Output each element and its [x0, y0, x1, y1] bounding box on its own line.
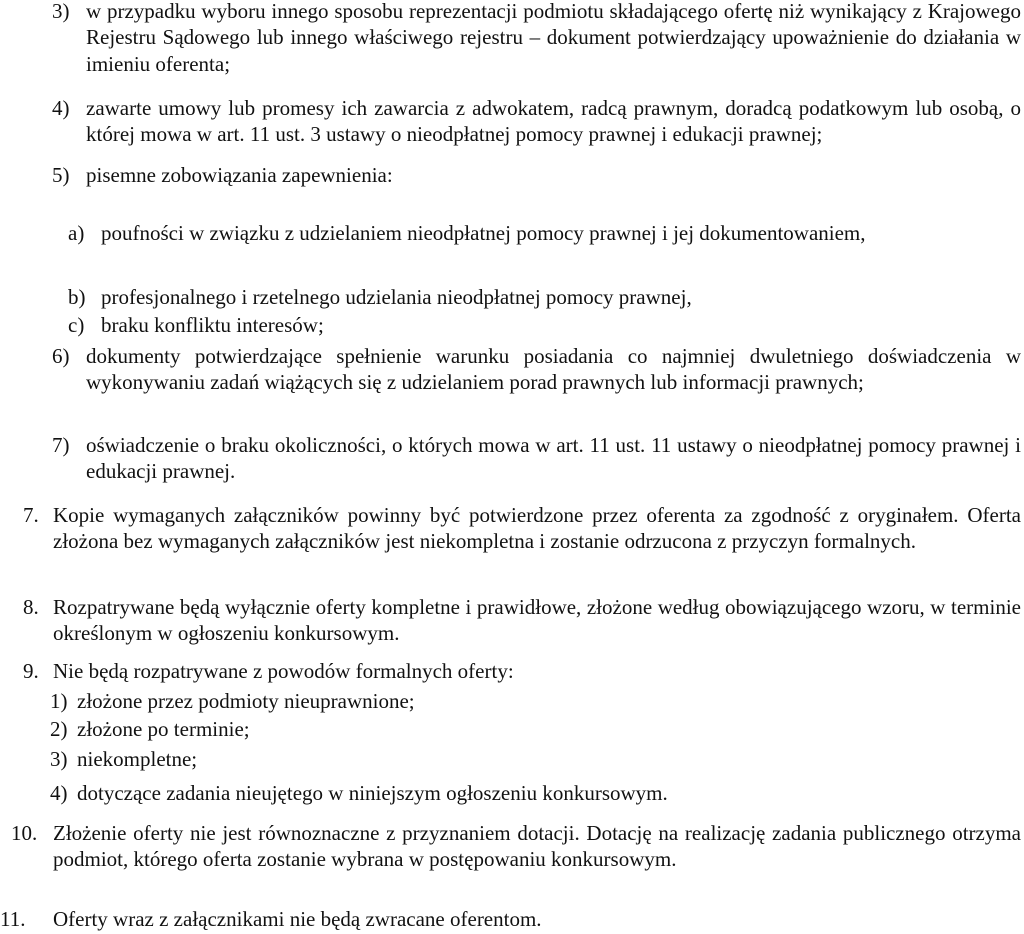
list-item-text: złożone po terminie; [77, 717, 250, 741]
list-item-number: 10. [11, 821, 38, 845]
list-item-number: 5) [52, 163, 70, 187]
list-item-number: 8. [23, 595, 39, 619]
list-item-number: 3) [52, 0, 70, 23]
list-item [0, 906, 1024, 934]
list-item-text: Złożenie oferty nie jest równoznaczne z przyznaniem dotacji. Dotację na realizację zadania publicznego otrzyma podmiot, którego oferta zostanie wybrana w postępowaniu konkursowym. [53, 821, 1021, 872]
list-item-text: złożone przez podmioty nieuprawnione; [77, 689, 415, 713]
list-item [0, 432, 1024, 488]
list-item-text: Nie będą rozpatrywane z powodów formalnych oferty: [53, 659, 514, 683]
list-item-number: 2) [50, 717, 68, 741]
list-item-number: 9. [23, 659, 39, 683]
list-item-number: 11. [0, 907, 26, 931]
list-item [0, 780, 1024, 820]
list-item-text: dokumenty potwierdzające spełnienie warunku posiadania co najmniej dwuletniego doświadczenia w wykonywaniu zadań wiążących się z udzielaniem porad prawnych lub informacji prawnych; [86, 344, 1021, 395]
list-item-number: 4) [50, 781, 68, 805]
list-item-text: dotyczące zadania nieujętego w niniejszym ogłoszeniu konkursowym. [77, 781, 668, 805]
list-item-text: oświadczenie o braku okoliczności, o których mowa w art. 11 ust. 11 ustawy o nieodpłatnej pomocy prawnej i edukacji prawnej. [86, 433, 1021, 484]
list-item-text: w przypadku wyboru innego sposobu reprezentacji podmiotu składającego ofertę niż wynikający z Krajowego Rejestru Sądowego lub innego właściwego rejestru – dokument potwierdzający upoważnienie do działania w imieniu oferenta; [86, 0, 1021, 76]
list-item [0, 220, 1024, 276]
list-item-text: Rozpatrywane będą wyłącznie oferty kompletne i prawidłowe, złożone według obowiązującego wzoru, w terminie określonym w ogłoszeniu konkursowym. [53, 595, 1021, 646]
list-item [0, 502, 1024, 582]
list-item-number: b) [68, 285, 86, 309]
list-item [0, 594, 1024, 650]
list-item-text: braku konfliktu interesów; [101, 313, 324, 337]
list-item-number: 1) [50, 689, 68, 713]
list-item-text: zawarte umowy lub promesy ich zawarcia z adwokatem, radcą prawnym, doradcą podatkowym lub osobą, o której mowa w art. 11 ust. 3 ustawy o nieodpłatnej pomocy prawnej i edukacji prawnej; [86, 96, 1021, 147]
list-item-number: a) [68, 221, 85, 245]
list-item-number: 7) [52, 433, 70, 457]
list-item-text: Kopie wymaganych załączników powinny być potwierdzone przez oferenta za zgodność z oryginałem. Oferta złożona bez wymaganych załączników jest niekompletna i zostanie odrzucona z przyczyn formalnych. [53, 503, 1021, 554]
list-item-number: c) [68, 313, 85, 337]
list-item-number: 3) [50, 747, 68, 771]
list-item-text: profesjonalnego i rzetelnego udzielania nieodpłatnej pomocy prawnej, [101, 285, 692, 309]
list-item [0, 0, 1024, 78]
list-item-text: niekompletne; [77, 747, 198, 771]
list-item-number: 7. [23, 503, 39, 527]
list-item [0, 820, 1024, 900]
list-item-text: Oferty wraz z załącznikami nie będą zwracane oferentom. [53, 907, 542, 931]
list-item-number: 4) [52, 96, 70, 120]
list-item-text: pisemne zobowiązania zapewnienia: [86, 163, 393, 187]
list-item-text: poufności w związku z udzielaniem nieodpłatnej pomocy prawnej i jej dokumentowaniem, [101, 221, 866, 245]
list-item [0, 343, 1024, 423]
list-item-number: 6) [52, 344, 70, 368]
list-item [0, 162, 1024, 202]
